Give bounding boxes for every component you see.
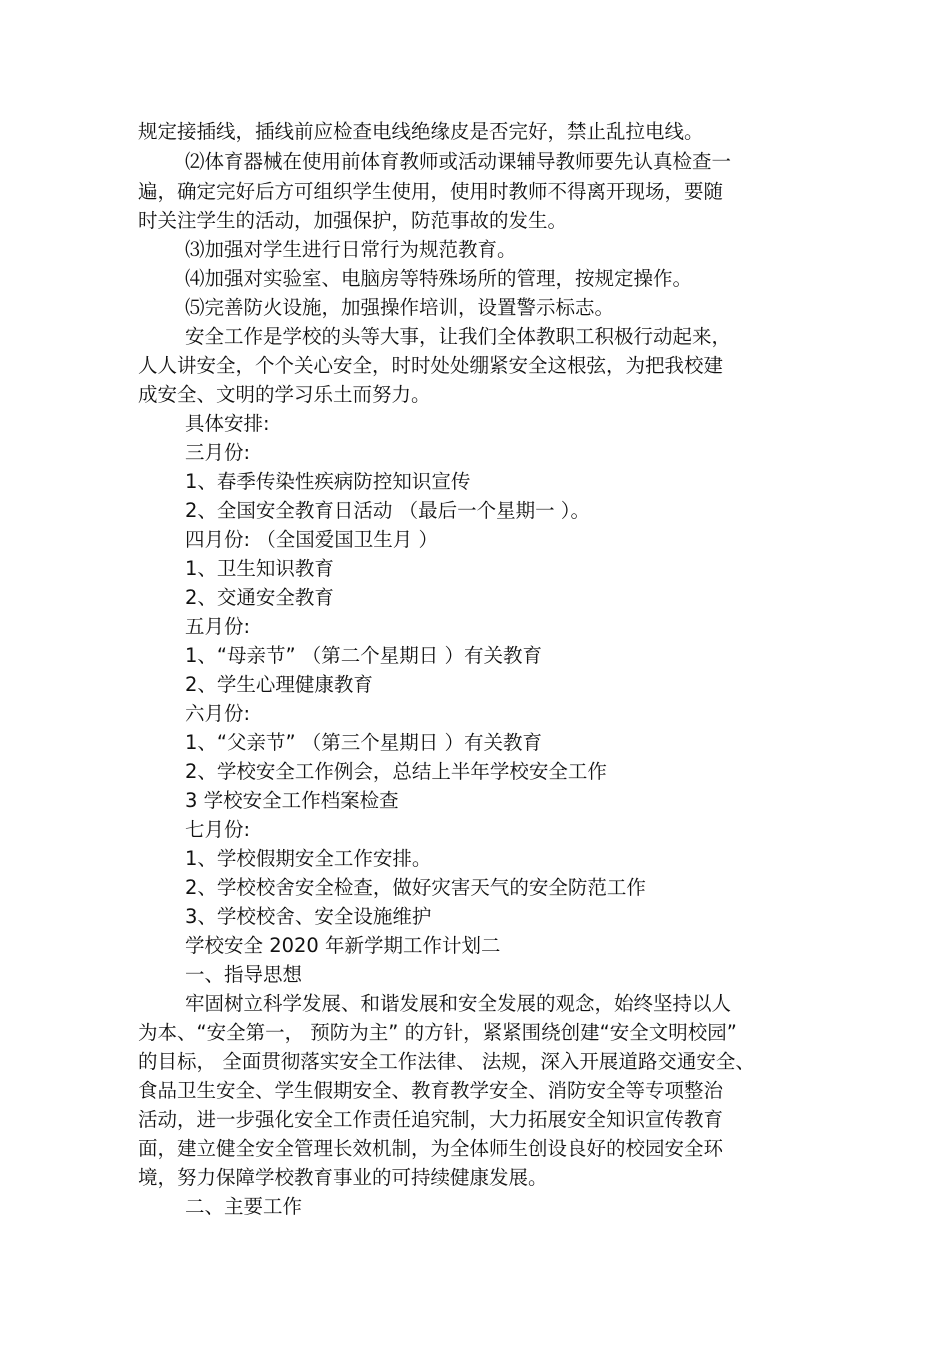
text-line: 三月份: (185, 441, 251, 464)
text-line: 牢固树立科学发展、和谐发展和安全发展的观念，始终坚持以人 (185, 992, 732, 1015)
text-line: 具体安排: (185, 412, 270, 435)
text-line: 四月份: （全国爱国卫生月 ） (185, 528, 438, 551)
text-line: 七月份: (185, 818, 251, 841)
text-line: 一、指导思想 (185, 963, 303, 986)
text-line: 2、交通安全教育 (185, 586, 334, 609)
text-line: 2、学生心理健康教育 (185, 673, 373, 696)
text-line: 时关注学生的活动，加强保护，防范事故的发生。 (138, 209, 568, 232)
text-line: 遍，确定完好后方可组织学生使用，使用时教师不得离开现场，要随 (138, 180, 724, 203)
text-line: 3、学校校舍、安全设施维护 (185, 905, 432, 928)
text-line: 1、“母亲节” （第二个星期日 ）有关教育 (185, 644, 543, 667)
text-line: 境，努力保障学校教育事业的可持续健康发展。 (138, 1166, 548, 1189)
text-line: 2、学校校舍安全检查，做好灾害天气的安全防范工作 (185, 876, 646, 899)
text-line: 为本、“安全第一， 预防为主” 的方针，紧紧围绕创建“安全文明校园” (138, 1021, 737, 1044)
text-line: 1、“父亲节” （第三个星期日 ）有关教育 (185, 731, 543, 754)
text-line: 1、卫生知识教育 (185, 557, 334, 580)
text-line: 二、主要工作 (185, 1195, 303, 1218)
text-line: 规定接插线，插线前应检查电线绝缘皮是否完好，禁止乱拉电线。 (138, 120, 704, 143)
text-line: 活动，进一步强化安全工作责任追究制，大力拓展安全知识宣传教育 (138, 1108, 724, 1131)
text-line: ⑷加强对实验室、电脑房等特殊场所的管理，按规定操作。 (185, 267, 693, 290)
text-line: 2、全国安全教育日活动 （最后一个星期一 ）。 (185, 499, 591, 522)
text-line: 3 学校安全工作档案检查 (185, 789, 399, 812)
text-line: 安全工作是学校的头等大事，让我们全体教职工积极行动起来， (185, 325, 732, 348)
text-line: ⑵体育器械在使用前体育教师或活动课辅导教师要先认真检查一 (185, 150, 732, 173)
text-line: 1、春季传染性疾病防控知识宣传 (185, 470, 471, 493)
text-line: 食品卫生安全、学生假期安全、教育教学安全、消防安全等专项整治 (138, 1079, 724, 1102)
text-line: 2、学校安全工作例会，总结上半年学校安全工作 (185, 760, 607, 783)
text-line: 面，建立健全安全管理长效机制，为全体师生创设良好的校园安全环 (138, 1137, 724, 1160)
text-line: 六月份: (185, 702, 251, 725)
text-line: 学校安全 2020 年新学期工作计划二 (185, 934, 501, 957)
text-line: ⑸完善防火设施，加强操作培训，设置警示标志。 (185, 296, 615, 319)
text-line: 人人讲安全，个个关心安全，时时处处绷紧安全这根弦，为把我校建 (138, 354, 724, 377)
text-line: 成安全、文明的学习乐土而努力。 (138, 383, 431, 406)
text-line: 1、学校假期安全工作安排。 (185, 847, 432, 870)
text-line: 五月份: (185, 615, 251, 638)
text-line: ⑶加强对学生进行日常行为规范教育。 (185, 238, 517, 261)
text-line: 的目标， 全面贯彻落实安全工作法律、 法规，深入开展道路交通安全、 (138, 1050, 755, 1073)
